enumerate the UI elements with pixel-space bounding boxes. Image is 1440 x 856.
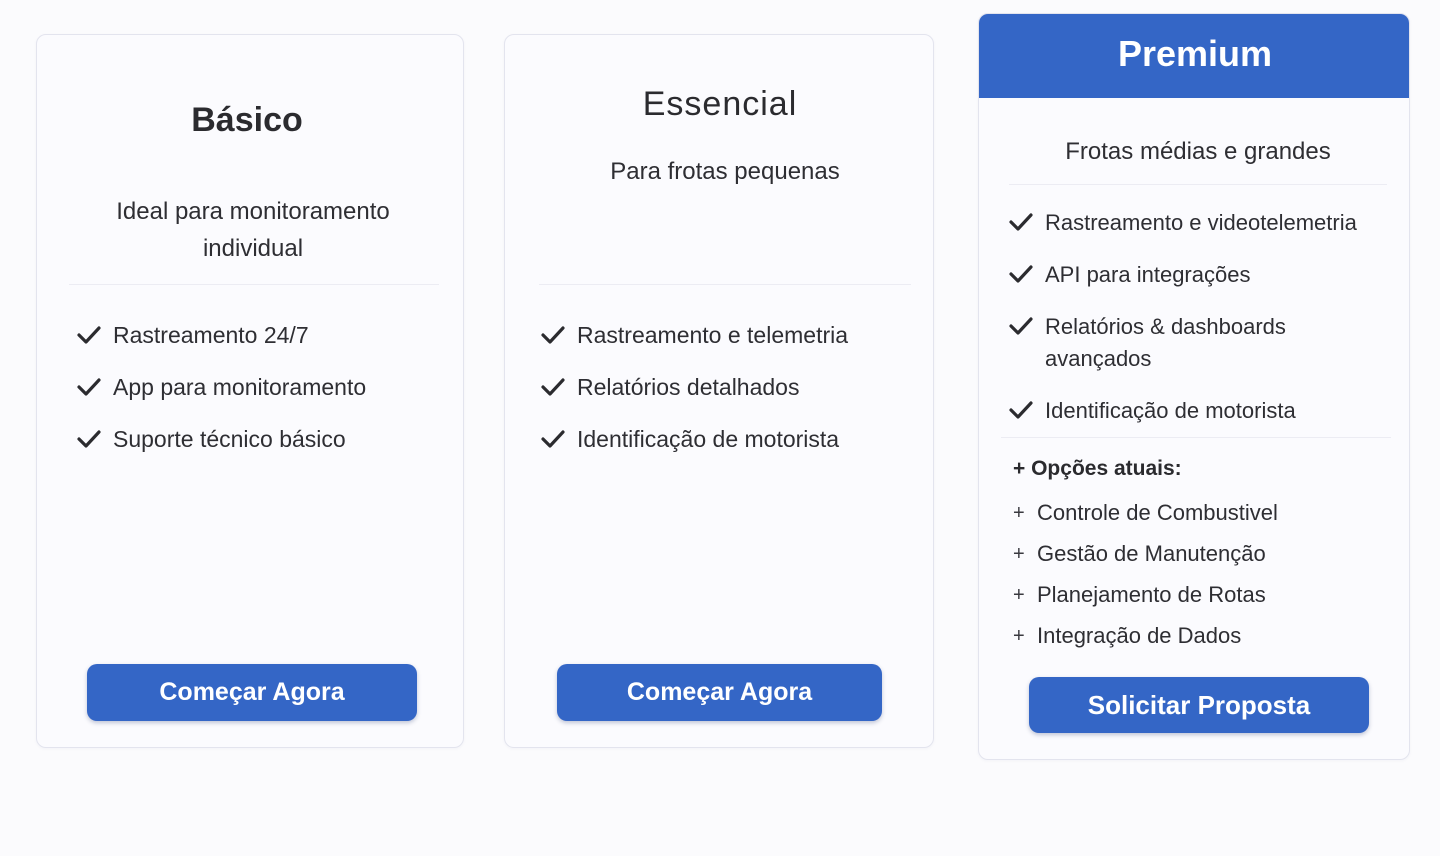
- check-icon: [541, 324, 565, 346]
- plan-title: Premium: [1117, 33, 1273, 74]
- check-icon: [1009, 399, 1033, 421]
- divider: [539, 284, 911, 285]
- plan-card-essential: [504, 34, 934, 748]
- options-title: + Opções atuais:: [1013, 457, 1182, 480]
- feature-item: [541, 424, 848, 454]
- feature-label: Relatórios & dashboards avançados: [1045, 314, 1286, 371]
- feature-label: Rastreamento e telemetria: [577, 322, 849, 348]
- option-item: [1013, 539, 1278, 569]
- feature-label: API para integrações: [1045, 262, 1251, 287]
- plus-icon: +: [1013, 625, 1025, 647]
- plan-title: Básico: [191, 101, 303, 139]
- option-item: [1013, 580, 1278, 610]
- check-icon: [77, 428, 101, 450]
- divider: [1009, 184, 1387, 185]
- feature-list: [1009, 207, 1357, 447]
- start-now-button[interactable]: Começar Agora: [557, 664, 882, 721]
- feature-label: App para monitoramento: [113, 374, 367, 400]
- feature-label: Identificação de motorista: [1045, 398, 1296, 423]
- plus-icon: +: [1013, 502, 1025, 524]
- divider: [1001, 437, 1391, 438]
- request-proposal-button[interactable]: Solicitar Proposta: [1029, 677, 1369, 733]
- check-icon: [1009, 263, 1033, 285]
- plus-icon: +: [1013, 543, 1025, 565]
- feature-list: [541, 320, 848, 476]
- option-label: Gestão de Manutenção: [1037, 541, 1266, 566]
- plan-subtitle: Ideal para monitoramento individual: [116, 198, 390, 262]
- option-label: Integração de Dados: [1037, 623, 1242, 648]
- option-item: [1013, 498, 1278, 528]
- feature-item: [541, 372, 848, 402]
- check-icon: [541, 376, 565, 398]
- feature-item: [77, 424, 366, 454]
- start-now-button[interactable]: Começar Agora: [87, 664, 417, 721]
- feature-label: Rastreamento 24/7: [113, 322, 309, 348]
- options-list: [1013, 498, 1278, 662]
- plus-icon: +: [1013, 584, 1025, 606]
- feature-item: [77, 372, 366, 402]
- check-icon: [77, 376, 101, 398]
- plan-subtitle: Frotas médias e grandes: [1065, 138, 1331, 165]
- option-label: Planejamento de Rotas: [1037, 582, 1266, 607]
- option-item: [1013, 621, 1278, 651]
- plan-card-basic: [36, 34, 464, 748]
- check-icon: [541, 428, 565, 450]
- option-label: Controle de Combustivel: [1037, 500, 1278, 525]
- plan-subtitle: Para frotas pequenas: [610, 158, 840, 185]
- feature-item: [1009, 311, 1335, 375]
- plan-title: Essencial: [642, 85, 798, 123]
- feature-label: Suporte técnico básico: [113, 426, 346, 452]
- plan-header: [979, 14, 1410, 98]
- divider: [69, 284, 439, 285]
- feature-item: [77, 320, 366, 350]
- plan-card-premium: [978, 13, 1410, 760]
- check-icon: [77, 324, 101, 346]
- feature-item: [1009, 259, 1357, 291]
- feature-item: [541, 320, 848, 350]
- feature-item: [1009, 395, 1357, 427]
- check-icon: [1009, 315, 1033, 337]
- feature-list: [77, 320, 366, 476]
- feature-item: [1009, 207, 1357, 239]
- feature-label: Identificação de motorista: [577, 426, 840, 452]
- check-icon: [1009, 211, 1033, 233]
- feature-label: Relatórios detalhados: [577, 374, 800, 400]
- feature-label: Rastreamento e videotelemetria: [1045, 210, 1357, 235]
